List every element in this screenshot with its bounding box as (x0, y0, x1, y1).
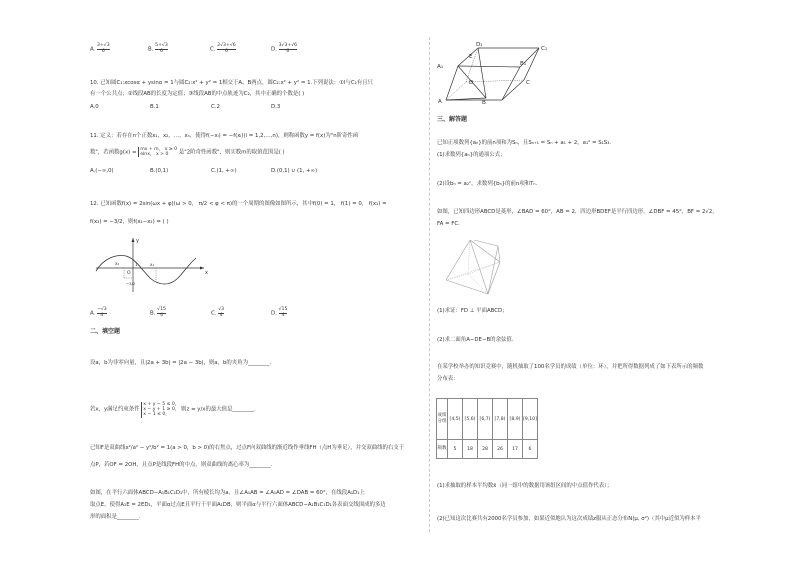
table-cell: [6,7) (478, 399, 493, 440)
graph-one-label: 1 (135, 262, 138, 267)
p18-line1: 如图，已知四边形ABCD是菱形，∠BAD = 60°，AB = 2，四边形BDEF是平行四边形，∠DBF = 45°，BF = 2√2， (437, 209, 718, 215)
q12-option-c: C. $\frac{√3}{4}$ (211, 307, 225, 318)
p19-q1: (1)求抽取的样本平均数x̄（同一组中的数据用该组区间的中点值作代表）； (437, 483, 613, 489)
graph-origin-label: O (127, 271, 131, 276)
f16-line3: 形的面积是________. (90, 514, 141, 520)
f13-question: 设a，b为非零向量，且|2a + 3b| = |2a − 3b|，则a，b的夹角为________. (90, 360, 272, 366)
label-C1: C₁ (541, 46, 548, 52)
f15-line2: 点P，若OF = 2OH，且点P是线段FH的中点，则双曲线的离心率为________. (90, 462, 273, 468)
q9-option-b: B. $\frac{5+√3}{6}$ (148, 43, 168, 54)
p19-line1: 在某学校举办的知识竞赛中，随机抽取了100名学员的成绩（单位：环），并把所得数据列成了如下表所示的频数 (437, 364, 704, 370)
q12-line1: 12. 已知函数f(x) = 2sin(ωx + φ)(ω > 0， π/2 < φ < π)的一个周期的图像如图所示，其中f(0) = 1， f(1) = 0， f(x₁) = (90, 201, 387, 207)
label-D: D (469, 80, 474, 86)
q10-option-a: A.0 (90, 104, 99, 110)
frequency-table (436, 398, 538, 459)
label-C: C (526, 80, 530, 86)
label-A: A (438, 99, 442, 105)
p18-q2: (2)求二面角A−DE−B的余弦值. (437, 337, 514, 343)
q11-line2: 数"，若函数g(x) = mx + m， x ≥ 0 elnx， x > 0 是"2阶奇性函数"，则实数m的取值范围是( ) (90, 147, 285, 157)
graph-neg-label: −3/2 (126, 281, 136, 286)
f16-line2: 取点E，使得A₁E = 2ED₁，平面α过点E且平行于平面A₁DB，则平面α与平行六面体ABCD−A₁B₁C₁D₁各表面交线围成的多边 (90, 502, 386, 508)
f16-line1: 如图，在平行六面体ABCD−A₁B₁C₁D₁中，所有棱长均为a，且∠A₁AB = ∠A₁AD = ∠DAB = 60°，在线段A₁D₁上 (90, 490, 365, 496)
q9-option-a: A. $\frac{3+√3}{6}$ (90, 43, 110, 54)
q10-option-c: C.2 (211, 104, 220, 110)
table-cell: 28 (478, 440, 493, 459)
label-B: B (482, 100, 486, 106)
q9-option-c: C. $\frac{2√3+√6}{6}$ (210, 43, 236, 54)
table-cell: [9,10] (523, 399, 538, 440)
label-D1: D₁ (476, 42, 483, 48)
q10-line1: 10. 已知圆C₁:xcosα + ysinα = 1与圆C₂:x² + y² = 1相交于A、B两点，圆C₂:x² + y² = 1.下列说法：①l与C₂有且只 (90, 80, 374, 86)
p17-q1: (1)求数列{aₙ}的通项公式； (437, 152, 506, 158)
f15-line1: 已知F是双曲线x²/a² − y²/b² = 1(a > 0，b > 0)的右焦点，过点F向双曲线的渐近线作垂线FH（点H为垂足），并交双曲线的右支于 (90, 445, 405, 451)
table-cell: [8,9) (508, 399, 523, 440)
p19-q2: (2)已知这次比赛共有2000名学员参加，如果近似地认为这次成绩z服从正态分布N(μ, σ²)（其中μ近似为样本平 (437, 516, 701, 522)
table-cell: 6 (523, 440, 538, 459)
table-cell: 频数 (437, 440, 448, 459)
label-E: E (469, 54, 473, 60)
section-solve-heading: 三、解答题 (437, 116, 468, 123)
table-cell: 5 (448, 440, 463, 459)
q11-option-c: C.(1, +∞) (211, 168, 237, 174)
graph-y-label: y (136, 238, 139, 244)
table-cell: 26 (493, 440, 508, 459)
graph-x1-label: x₁ (150, 262, 155, 267)
parallelepiped-figure (436, 40, 556, 106)
graph-x-label: x (205, 270, 208, 276)
p19-line2: 分布表： (437, 376, 459, 382)
q11-option-a: A.(−∞,0) (90, 168, 114, 174)
table-cell: 17 (508, 440, 523, 459)
table-row (437, 399, 538, 440)
rhombus-solid-figure (440, 236, 508, 302)
table-cell: [5,6) (463, 399, 478, 440)
q10-line2: 有一个公共点；②线段AB的长度为定值；③线段AB的中点轨迹为C₂，其中正确的个数是( ) (90, 91, 305, 97)
f14-question: 若x，y满足约束条件 x + y − 5 ≤ 0， x − y + 1 ≥ 0， x − 1 ≤ 0， 则z = y/x的最大值是________. (90, 402, 256, 418)
label-B1: B₁ (520, 61, 527, 67)
q10-option-b: B.1 (150, 104, 159, 110)
q12-option-d: D. $\frac{√15}{4}$ (271, 307, 288, 318)
q12-option-b: B. $\frac{√15}{4}$ (150, 307, 166, 318)
q11-option-d: D.(0,1) ∪ (1, +∞) (271, 168, 318, 174)
q9-option-d: D. $\frac{3√3+√6}{6}$ (271, 43, 298, 54)
column-divider (429, 37, 430, 532)
table-row (437, 440, 538, 459)
p18-q1: (1)求证：FD ⊥ 平面ABCD； (437, 308, 508, 314)
table-cell: 18 (463, 440, 478, 459)
sine-graph (92, 232, 214, 296)
q12-option-a: A. $\frac{-√3}{4}$ (90, 307, 107, 318)
table-cell: [4,5) (448, 399, 463, 440)
q11-line1: 11. 定义：若存在n个正数x₁，x₂，…，xₙ，使得f(−xᵢ) = −f(xᵢ)(i = 1,2,…,n)，则称函数y = f(x)为"n阶奇性函 (90, 133, 359, 139)
q12-line2: f(x₂) = −3/2，则f(x₁−x₂) = ( ) (90, 219, 169, 225)
q11-option-b: B.(0,1) (150, 168, 169, 174)
p18-line2: FA = FC. (437, 221, 460, 227)
table-cell: 成绩分组 (437, 399, 448, 440)
table-cell: [7,8) (493, 399, 508, 440)
graph-x2-label: x₂ (115, 261, 120, 266)
q10-option-d: D.3 (271, 104, 281, 110)
label-A1: A₁ (437, 64, 444, 70)
p17-line1: 已知正项数列{aₙ}的前n项和为Sₙ，且Sₙ₊₁ = Sₙ + a₁ + 2，a₁² = S₁S₃. (437, 140, 612, 146)
p17-q2: (2)设bₙ = a₂ⁿ，求数列{bₙ}的前n项和Tₙ. (437, 181, 538, 187)
section-fill-in-heading: 二、填空题 (90, 328, 121, 335)
